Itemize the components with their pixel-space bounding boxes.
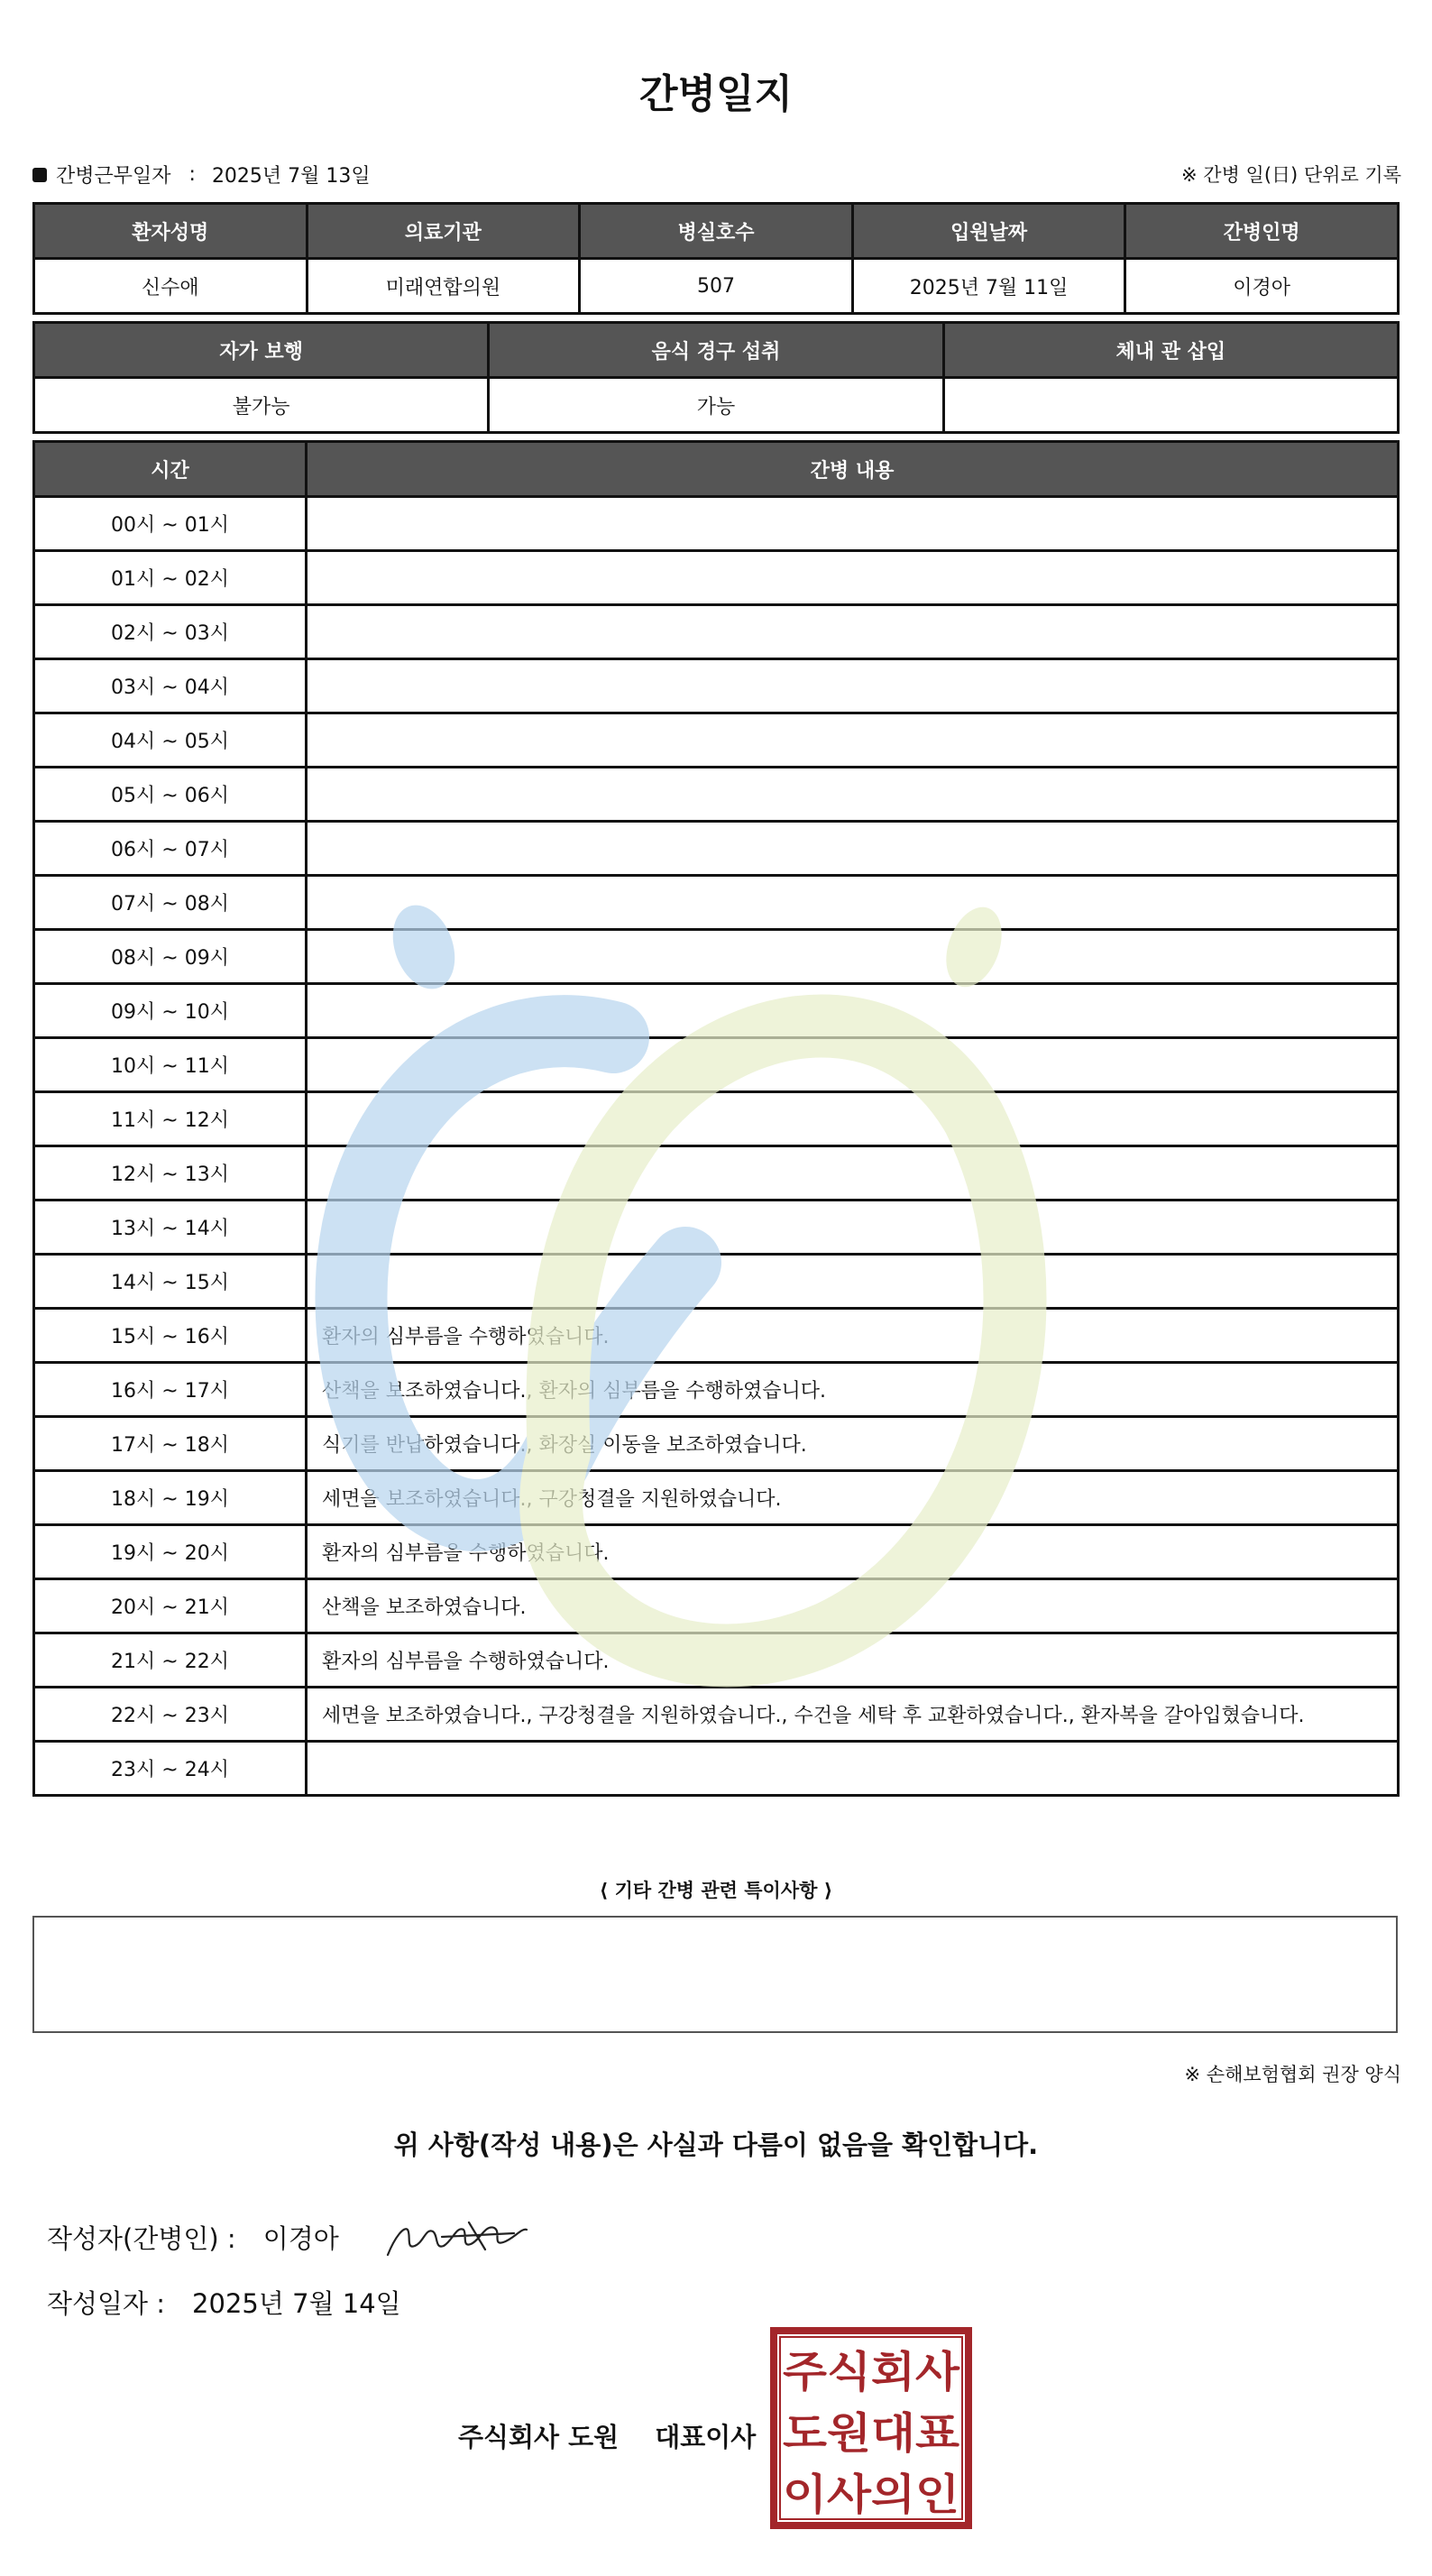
info-value-room: 507 — [580, 259, 853, 314]
recommend-note: ※ 손해보험협회 권장 양식 — [1184, 2064, 1401, 2085]
seal-text-line: 도원대표 — [783, 2409, 960, 2459]
log-time-cell: 18시 ~ 19시 — [34, 1471, 307, 1525]
info-header-caregiver: 간병인명 — [1125, 204, 1399, 259]
log-row — [34, 876, 1399, 930]
status-value-tube — [943, 378, 1398, 433]
info-header-admission-date: 입원날짜 — [852, 204, 1125, 259]
log-row — [34, 1471, 1399, 1525]
log-content-cell — [307, 1201, 1399, 1255]
bullet-square-icon — [32, 168, 47, 182]
log-content-cell — [307, 930, 1399, 984]
log-row — [34, 1201, 1399, 1255]
log-row — [34, 1417, 1399, 1471]
log-content-cell — [307, 1038, 1399, 1092]
log-time-cell: 06시 ~ 07시 — [34, 822, 307, 876]
log-content-cell: 환자의 심부름을 수행하였습니다. — [307, 1309, 1399, 1363]
write-date-label: 작성일자 : — [47, 2288, 166, 2319]
log-content-cell: 환자의 심부름을 수행하였습니다. — [307, 1633, 1399, 1688]
log-time-cell: 16시 ~ 17시 — [34, 1363, 307, 1417]
log-content-cell — [307, 659, 1399, 713]
log-row — [34, 497, 1399, 551]
log-row — [34, 1309, 1399, 1363]
log-time-cell: 23시 ~ 24시 — [34, 1742, 307, 1796]
log-content-cell: 식기를 반납하였습니다., 화장실 이동을 보조하였습니다. — [307, 1417, 1399, 1471]
seal-text-line: 주식회사 — [783, 2348, 960, 2397]
log-row — [34, 1525, 1399, 1579]
log-time-cell: 10시 ~ 11시 — [34, 1038, 307, 1092]
log-content-cell: 세면을 보조하였습니다., 구강청결을 지원하였습니다. — [307, 1471, 1399, 1525]
log-content-cell — [307, 768, 1399, 822]
work-date-label: 간병근무일자 — [56, 165, 171, 188]
info-header-patient-name: 환자성명 — [34, 204, 308, 259]
status-header-tube: 체내 관 삽입 — [943, 323, 1398, 378]
writer-line — [47, 2219, 339, 2256]
log-time-cell: 08시 ~ 09시 — [34, 930, 307, 984]
log-time-cell: 12시 ~ 13시 — [34, 1146, 307, 1201]
handwritten-signature — [379, 2210, 532, 2268]
log-row — [34, 1146, 1399, 1201]
log-time-cell: 07시 ~ 08시 — [34, 876, 307, 930]
log-row — [34, 822, 1399, 876]
log-row — [34, 1742, 1399, 1796]
log-content-cell: 세면을 보조하였습니다., 구강청결을 지원하였습니다., 수건을 세탁 후 교환하였습니다., 환자복을 갈아입혔습니다. — [307, 1688, 1399, 1742]
log-row — [34, 605, 1399, 659]
patient-info-table — [32, 202, 1400, 315]
log-content-cell — [307, 713, 1399, 768]
status-value-oral-intake: 가능 — [489, 378, 943, 433]
status-header-walking: 자가 보행 — [34, 323, 489, 378]
work-date-separator: : — [188, 163, 196, 186]
log-row — [34, 1363, 1399, 1417]
log-content-cell — [307, 1092, 1399, 1146]
document-title: 간병일지 — [638, 71, 793, 117]
log-time-cell: 03시 ~ 04시 — [34, 659, 307, 713]
log-row — [34, 1255, 1399, 1309]
log-time-cell: 01시 ~ 02시 — [34, 551, 307, 605]
log-time-cell: 17시 ~ 18시 — [34, 1417, 307, 1471]
info-value-admission-date: 2025년 7월 11일 — [852, 259, 1125, 314]
other-notes-box — [32, 1916, 1398, 2033]
seal-text-line: 이사의인 — [783, 2470, 959, 2520]
log-row — [34, 1579, 1399, 1633]
info-header-hospital: 의료기관 — [307, 204, 580, 259]
status-header-oral-intake: 음식 경구 섭취 — [489, 323, 943, 378]
log-row — [34, 1092, 1399, 1146]
company-line — [458, 2417, 756, 2454]
writer-name: 이경아 — [262, 2223, 339, 2254]
log-row — [34, 713, 1399, 768]
log-row — [34, 1038, 1399, 1092]
log-time-cell: 00시 ~ 01시 — [34, 497, 307, 551]
log-content-cell — [307, 605, 1399, 659]
write-date-value: 2025년 7월 14일 — [192, 2288, 401, 2319]
write-date-line — [47, 2284, 401, 2321]
info-value-hospital: 미래연합의원 — [307, 259, 580, 314]
status-value-walking: 불가능 — [34, 378, 489, 433]
log-time-cell: 15시 ~ 16시 — [34, 1309, 307, 1363]
log-row — [34, 984, 1399, 1038]
writer-label: 작성자(간병인) : — [47, 2223, 236, 2254]
confirmation-statement: 위 사항(작성 내용)은 사실과 다름이 없음을 확인합니다. — [393, 2130, 1039, 2160]
log-content-cell — [307, 876, 1399, 930]
log-content-cell — [307, 1255, 1399, 1309]
log-row — [34, 551, 1399, 605]
log-row — [34, 659, 1399, 713]
log-time-cell: 21시 ~ 22시 — [34, 1633, 307, 1688]
log-content-cell — [307, 1146, 1399, 1201]
info-value-patient-name: 신수애 — [34, 259, 308, 314]
log-header-time: 시간 — [34, 442, 307, 497]
log-row — [34, 1688, 1399, 1742]
log-content-cell: 산책을 보조하였습니다., 환자의 심부름을 수행하였습니다. — [307, 1363, 1399, 1417]
representative-title: 대표이사 — [655, 2422, 757, 2452]
log-row — [34, 768, 1399, 822]
other-notes-title: ⟨ 기타 간병 관련 특이사항 ⟩ — [599, 1880, 833, 1901]
log-header-content: 간병 내용 — [307, 442, 1399, 497]
care-log-table — [32, 440, 1400, 1797]
log-time-cell: 19시 ~ 20시 — [34, 1525, 307, 1579]
log-time-cell: 02시 ~ 03시 — [34, 605, 307, 659]
work-date-line — [32, 161, 371, 189]
log-time-cell: 09시 ~ 10시 — [34, 984, 307, 1038]
log-time-cell: 14시 ~ 15시 — [34, 1255, 307, 1309]
log-content-cell — [307, 984, 1399, 1038]
log-row — [34, 930, 1399, 984]
work-date-value: 2025년 7월 13일 — [211, 165, 371, 188]
log-content-cell — [307, 822, 1399, 876]
log-content-cell — [307, 1742, 1399, 1796]
log-row — [34, 1633, 1399, 1688]
log-time-cell: 20시 ~ 21시 — [34, 1579, 307, 1633]
log-content-cell: 환자의 심부름을 수행하였습니다. — [307, 1525, 1399, 1579]
log-content-cell — [307, 497, 1399, 551]
log-content-cell — [307, 551, 1399, 605]
info-value-caregiver: 이경아 — [1125, 259, 1399, 314]
patient-status-table — [32, 321, 1400, 434]
log-time-cell: 04시 ~ 05시 — [34, 713, 307, 768]
company-seal-stamp — [770, 2327, 972, 2529]
info-header-room: 병실호수 — [580, 204, 853, 259]
record-note: ※ 간병 일(日) 단위로 기록 — [1181, 164, 1401, 186]
log-time-cell: 13시 ~ 14시 — [34, 1201, 307, 1255]
company-name: 주식회사 도원 — [458, 2422, 620, 2452]
log-time-cell: 05시 ~ 06시 — [34, 768, 307, 822]
log-time-cell: 22시 ~ 23시 — [34, 1688, 307, 1742]
log-time-cell: 11시 ~ 12시 — [34, 1092, 307, 1146]
log-content-cell: 산책을 보조하였습니다. — [307, 1579, 1399, 1633]
